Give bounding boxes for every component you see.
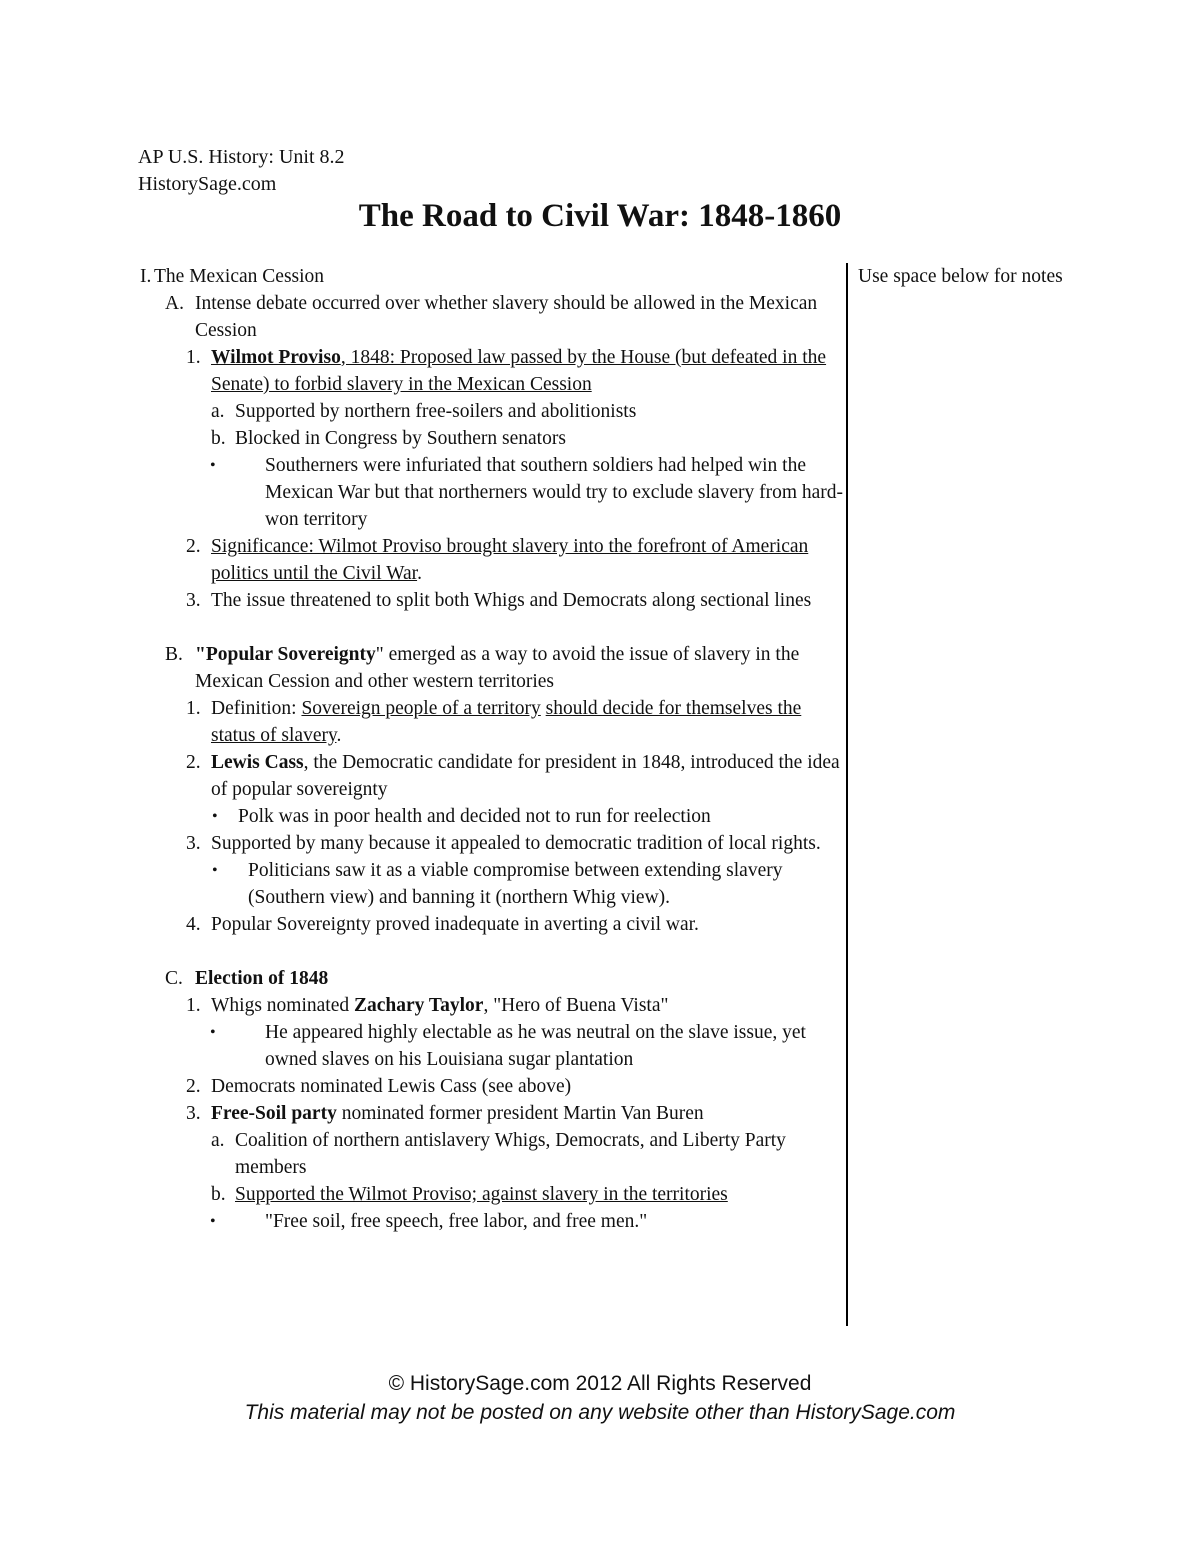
outline-label: a. (211, 1130, 225, 1151)
outline-item-C2 (140, 1073, 845, 1100)
outline-label: 4. (186, 914, 201, 935)
outline-text: Popular Sovereignty proved inadequate in averting a civil war. (211, 914, 699, 935)
outline-text: Intense debate occurred over whether slavery should be allowed in the Mexican Cession (195, 293, 818, 341)
outline-text: , "Hero of Buena Vista" (483, 995, 669, 1016)
outline-label: 1. (186, 347, 201, 368)
outline-text: Democrats nominated Lewis Cass (see above) (211, 1076, 572, 1097)
outline-label: b. (211, 428, 226, 449)
outline-item-B1 (140, 695, 845, 749)
term-wilmot-proviso: Wilmot Proviso (211, 347, 341, 368)
heading-election-1848: Election of 1848 (195, 968, 329, 989)
outline-text: Whigs nominated (211, 995, 354, 1016)
outline-text: The Mexican Cession (154, 266, 325, 287)
term-zachary-taylor: Zachary Taylor (353, 995, 484, 1016)
outline-text: Definition: (211, 698, 302, 719)
outline-item-A1a (140, 398, 845, 425)
term-popular-sovereignty: "Popular Sovereignty (195, 644, 376, 665)
outline-item-A1 (140, 344, 845, 398)
outline-text: The issue threatened to split both Whigs and Democrats along sectional lines (211, 590, 812, 611)
outline-item-B4 (140, 911, 845, 938)
outline-label: 3. (186, 1103, 201, 1124)
outline-label: 1. (186, 995, 201, 1016)
outline-text: Blocked in Congress by Southern senators (235, 428, 566, 449)
outline-label: 1. (186, 698, 201, 719)
bullet-icon: • (212, 862, 218, 879)
outline-item-C (140, 965, 845, 992)
outline-item-C3b (140, 1181, 845, 1208)
bullet-icon: • (210, 1024, 216, 1041)
footer-notice: This material may not be posted on any website other than HistorySage.com (244, 1401, 956, 1424)
page-title: The Road to Civil War: 1848-1860 (358, 198, 842, 234)
outline-bullet-A1b (140, 452, 845, 533)
outline-text: He appeared highly electable as he was neutral on the slave issue, yet owned slaves on his Louisiana sugar plantation (265, 1022, 806, 1070)
outline-item-A2 (140, 533, 845, 587)
outline-text-tail: . (417, 563, 422, 584)
outline-item-B3 (140, 830, 845, 857)
outline-text: Coalition of northern antislavery Whigs, Democrats, and Liberty Party members (235, 1130, 786, 1178)
bullet-icon: • (212, 808, 218, 825)
outline-item-B2 (140, 749, 845, 803)
outline-item-A (140, 290, 845, 344)
outline-label: 2. (186, 752, 201, 773)
outline-bullet-C3b (140, 1208, 845, 1235)
outline-text: Politicians saw it as a viable compromise between extending slavery (Southern view) and banning it (northern Whig view). (248, 860, 783, 908)
bullet-icon: • (210, 457, 216, 474)
outline-bullet-B2 (140, 803, 845, 830)
outline-text: , 1848: Proposed law passed by the House (but defeated in the Senate) to forbid slavery in the Mexican Cession (211, 347, 827, 395)
outline-column (140, 263, 845, 1235)
outline-text: Supported by many because it appealed to democratic tradition of local rights. (211, 833, 821, 854)
outline-text: "Free soil, free speech, free labor, and free men." (265, 1211, 648, 1232)
outline-label: 2. (186, 1076, 201, 1097)
outline-item-A1b (140, 425, 845, 452)
outline-text: Polk was in poor health and decided not to run for reelection (238, 806, 711, 827)
outline-label: a. (211, 401, 225, 422)
outline-item-C3a (140, 1127, 845, 1181)
outline-text: , the Democratic candidate for president in 1848, introduced the idea of popular sovereignty (211, 752, 840, 800)
spacer (140, 614, 845, 641)
outline-text: Supported the Wilmot Proviso; against slavery in the territories (235, 1184, 728, 1205)
notes-column-label: Use space below for notes (858, 266, 1063, 287)
outline-text: Supported by northern free-soilers and abolitionists (235, 401, 637, 422)
outline-text-tail: . (336, 725, 342, 746)
outline-text: Sovereign people of a territory (301, 698, 541, 719)
outline-text: nominated former president Martin Van Buren (336, 1103, 704, 1124)
outline-item-B (140, 641, 845, 695)
footer-copyright: © HistorySage.com 2012 All Rights Reserved (388, 1372, 812, 1395)
outline-label: I. (140, 266, 152, 287)
outline-item-C1 (140, 992, 845, 1019)
term-free-soil-party: Free-Soil party (211, 1103, 337, 1124)
spacer (140, 938, 845, 965)
outline-label: B. (165, 644, 183, 665)
outline-text: Significance: Wilmot Proviso brought slavery into the forefront of American politics until the Civil War (211, 536, 809, 584)
outline-section-I (140, 263, 845, 290)
outline-bullet-C1 (140, 1019, 845, 1073)
outline-text: should decide for themselves the status of slavery (211, 698, 802, 746)
column-divider (846, 263, 848, 1326)
outline-label: b. (211, 1184, 226, 1205)
outline-text: " emerged as a way to avoid the issue of slavery in the Mexican Cession and other western territories (195, 644, 800, 692)
outline-item-A3 (140, 587, 845, 614)
term-lewis-cass: Lewis Cass (211, 752, 304, 773)
outline-label: 3. (186, 590, 201, 611)
outline-item-C3 (140, 1100, 845, 1127)
outline-label: 2. (186, 536, 201, 557)
outline-text: Southerners were infuriated that southern soldiers had helped win the Mexican War but that northerners would try to exclude slavery from hard-won territory (265, 455, 844, 530)
outline-label: C. (165, 968, 183, 989)
outline-label: 3. (186, 833, 201, 854)
outline-label: A. (165, 293, 184, 314)
bullet-icon: • (210, 1213, 216, 1230)
outline-bullet-B3 (140, 857, 845, 911)
course-label: AP U.S. History: Unit 8.2 (138, 146, 345, 168)
site-label: HistorySage.com (138, 173, 277, 195)
